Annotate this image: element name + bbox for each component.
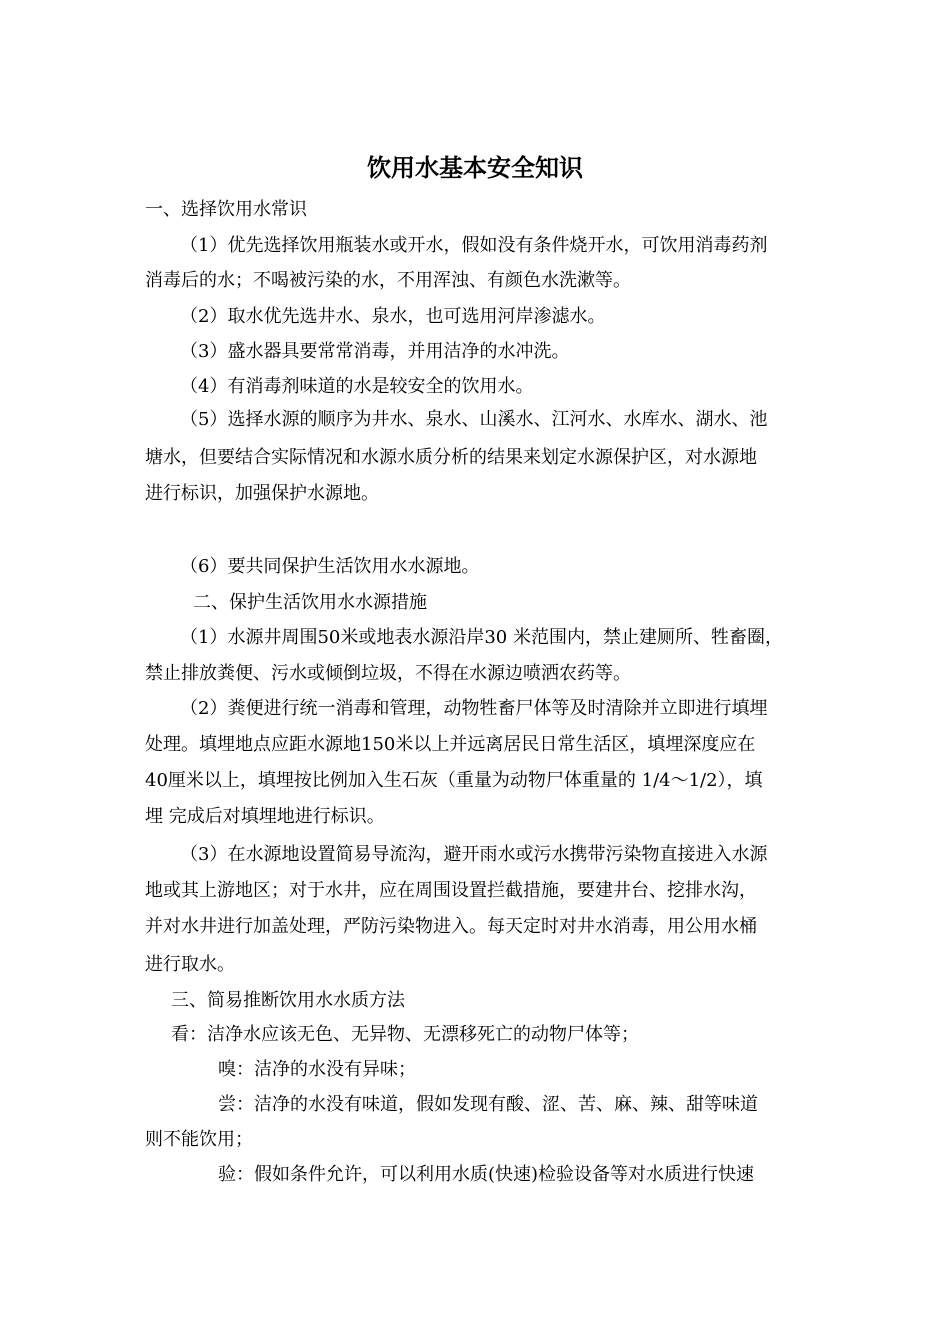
paragraph-line: 进行取水。 (145, 954, 235, 975)
paragraph-line: 处理。填埋地点应距水源地150米以上并远离居民日常生活区，填埋深度应在 (145, 734, 756, 755)
paragraph-line: 40厘米以上，填埋按比例加入生石灰（重量为动物尸体重量的 1/4～1/2），填 (145, 770, 763, 791)
section-heading-2: 二、保护生活饮用水水源措施 (193, 592, 427, 613)
paragraph-line: 禁止排放粪便、污水或倾倒垃圾，不得在水源边喷洒农药等。 (145, 663, 631, 684)
paragraph-line: 看：洁净水应该无色、无异物、无漂移死亡的动物尸体等； (171, 1024, 639, 1045)
paragraph-line: （3）盛水器具要常常消毒，并用洁净的水冲洗。 (180, 341, 570, 362)
paragraph-line: 地或其上游地区；对于水井，应在周围设置拦截措施，要建井台、挖排水沟， (145, 880, 757, 901)
paragraph-line: （5）选择水源的顺序为井水、泉水、山溪水、江河水、水库水、湖水、池 (180, 409, 768, 430)
paragraph-line: （1）水源井周围50米或地表水源沿岸30 米范围内，禁止建厕所、牲畜圈， (180, 627, 783, 648)
page-title: 饮用水基本安全知识 (367, 153, 583, 182)
paragraph-line: （2）取水优先选井水、泉水，也可选用河岸渗滤水。 (180, 306, 606, 327)
paragraph-line: 嗅：洁净的水没有异味； (218, 1059, 416, 1080)
paragraph-line: 埋 完成后对填埋地进行标识。 (145, 806, 385, 827)
paragraph-line: 验：假如条件允许，可以利用水质(快速)检验设备等对水质进行快速 (218, 1164, 755, 1185)
paragraph-line: （6）要共同保护生活饮用水水源地。 (180, 556, 480, 577)
paragraph-line: 尝：洁净的水没有味道，假如发现有酸、涩、苦、麻、辣、甜等味道 (218, 1094, 758, 1115)
paragraph-line: 进行标识，加强保护水源地。 (145, 483, 379, 504)
section-heading-3: 三、简易推断饮用水水质方法 (171, 990, 405, 1011)
section-heading-1: 一、选择饮用水常识 (145, 199, 307, 220)
paragraph-line: （4）有消毒剂味道的水是较安全的饮用水。 (180, 376, 534, 397)
paragraph-line: 塘水，但要结合实际情况和水源水质分析的结果来划定水源保护区，对水源地 (145, 447, 757, 468)
paragraph-line: 并对水井进行加盖处理，严防污染物进入。每天定时对井水消毒，用公用水桶 (145, 916, 757, 937)
paragraph-line: （2）粪便进行统一消毒和管理，动物牲畜尸体等及时清除并立即进行填埋 (180, 698, 768, 719)
paragraph-line: （1）优先选择饮用瓶装水或开水，假如没有条件烧开水，可饮用消毒药剂 (180, 235, 768, 256)
paragraph-line: 消毒后的水；不喝被污染的水，不用浑浊、有颜色水洗漱等。 (145, 270, 631, 291)
paragraph-line: （3）在水源地设置简易导流沟，避开雨水或污水携带污染物直接进入水源 (180, 844, 768, 865)
paragraph-line: 则不能饮用； (145, 1129, 253, 1150)
